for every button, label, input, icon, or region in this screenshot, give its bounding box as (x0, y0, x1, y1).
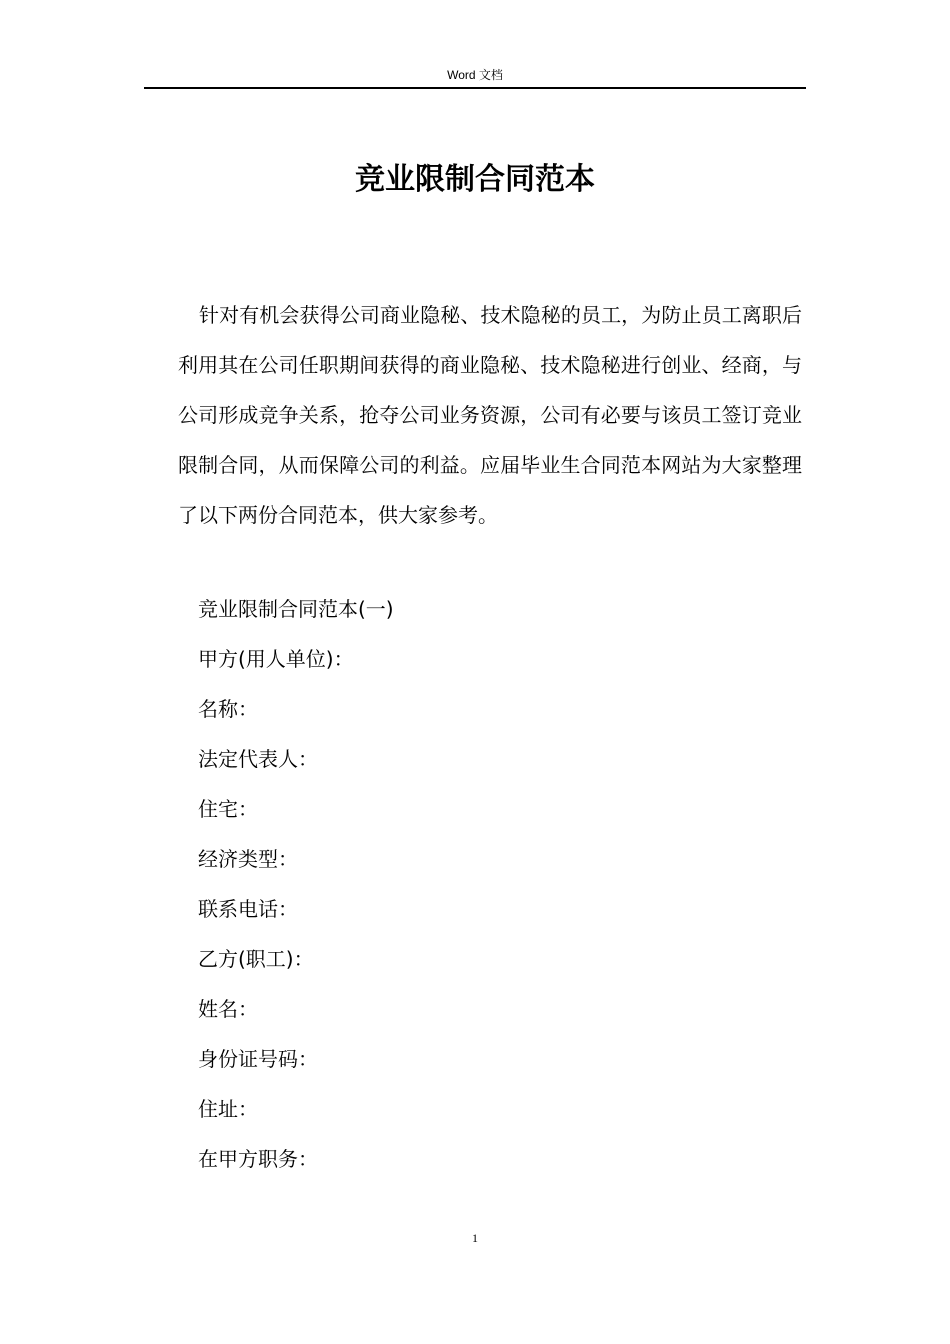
field-phone-label: 联系电话： (198, 897, 298, 921)
field-full-name-label: 姓名： (198, 997, 258, 1021)
intro-paragraph: 针对有机会获得公司商业隐秘、技术隐秘的员工，为防止员工离职后利用其在公司任职期间获得的商业隐秘、技术隐秘进行创业、经商，与公司形成竞争关系，抢夺公司业务资源，公司有必要与该员工签订竞业限制合同，从而保障公司的利益。应届毕业生合同范本网站为大家整理了以下两份合同范本，供大家参考。 (178, 303, 802, 527)
document-title: 竞业限制合同范本 (355, 162, 595, 197)
field-name-label: 名称： (198, 697, 258, 721)
field-id-number-label: 身份证号码： (198, 1047, 318, 1071)
page-number: 1 (472, 1231, 478, 1245)
party-a-heading: 甲方(用人单位)： (198, 647, 354, 671)
party-b-heading: 乙方(职工)： (198, 947, 314, 971)
page-header: Word 文档 (447, 68, 503, 82)
contract-field-list (198, 585, 394, 1185)
field-legal-representative-label: 法定代表人： (198, 747, 318, 771)
field-residence-label: 住宅： (198, 797, 258, 821)
header-divider (144, 87, 806, 89)
field-economic-type-label: 经济类型： (198, 847, 298, 871)
field-position-label: 在甲方职务： (198, 1147, 318, 1171)
field-address-label: 住址： (198, 1097, 258, 1121)
contract-subtitle: 竞业限制合同范本(一) (198, 597, 394, 621)
